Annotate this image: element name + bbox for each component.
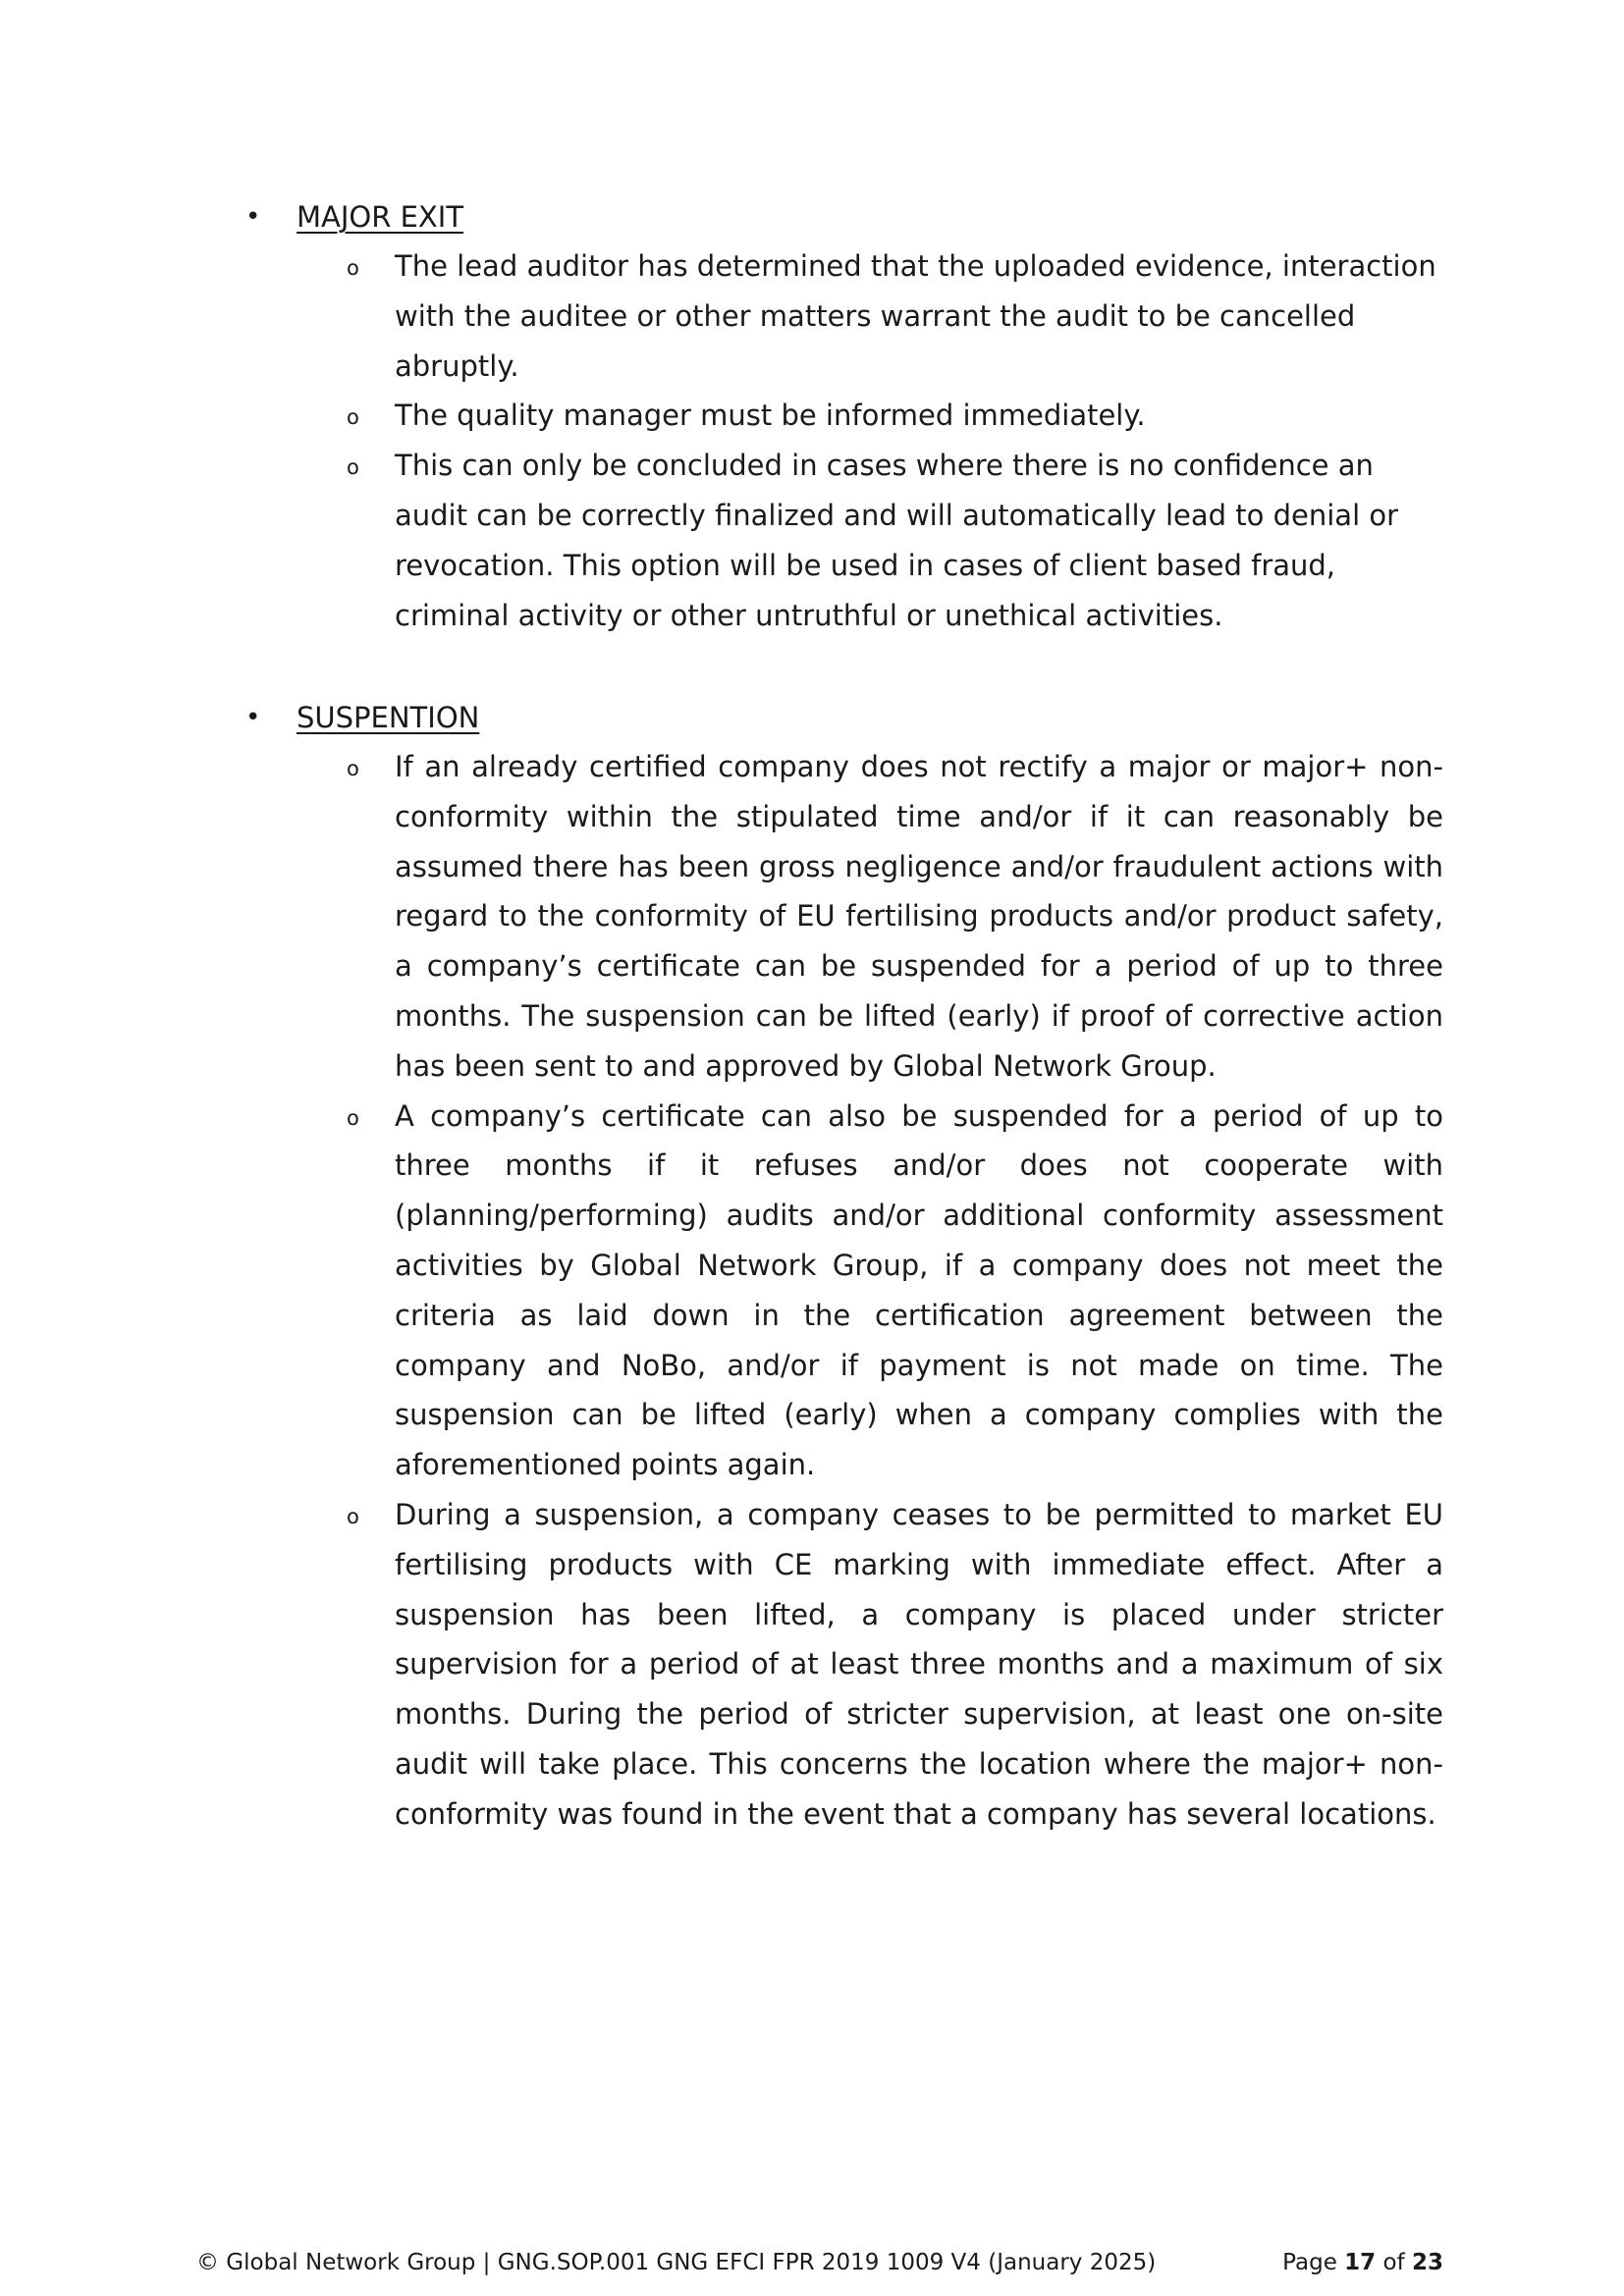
circle-bullet-icon: o <box>347 455 359 480</box>
of-label: of <box>1382 2250 1405 2275</box>
list-item <box>236 1490 1443 1840</box>
list-item <box>236 241 1443 391</box>
list-item <box>236 391 1443 441</box>
bullet-icon: • <box>245 703 261 732</box>
circle-bullet-icon: o <box>347 757 359 780</box>
circle-bullet-icon: o <box>347 1504 359 1528</box>
list-item-text: This can only be concluded in cases where there is no confidence an audit can be correctly finalized and will automatically lead to denial or revocation. This option will be used in cases of client based fraud, criminal activity or other untruthful or unethical activities. <box>395 449 1399 632</box>
list-item <box>236 441 1443 640</box>
section-title: SUSPENTION <box>297 701 480 734</box>
section-heading <box>236 192 1443 241</box>
list-item-text: The lead auditor has determined that the uploaded evidence, interaction with the auditee or other matters warrant the audit to be cancelled abruptly. <box>395 249 1436 383</box>
page-label: Page <box>1282 2250 1337 2275</box>
list-item-text: The quality manager must be informed immediately. <box>395 399 1146 433</box>
page-number-indicator <box>1282 2243 1443 2282</box>
section-suspention <box>236 693 1443 1840</box>
list-item <box>236 742 1443 1092</box>
footer-document-reference: © Global Network Group | GNG.SOP.001 GNG EFCI FPR 2019 1009 V4 (January 2025) <box>196 2250 1157 2275</box>
sub-list <box>236 241 1443 640</box>
list-item-text: If an already certified company does not rectify a major or major+ non-conformity within the stipulated time and/or if it can reasonably be assumed there has been gross negligence and/or fraudulent actions with regard to the conformity of EU fertilising products and/or product safety, a company’s certificate can be suspended for a period of up to three months. The suspension can be lifted (early) if proof of corrective action has been sent to and approved by Global Network Group. <box>395 750 1443 1083</box>
bullet-icon: • <box>245 202 261 232</box>
section-title: MAJOR EXIT <box>297 200 464 234</box>
circle-bullet-icon: o <box>347 1105 359 1130</box>
total-page-count: 23 <box>1411 2250 1443 2275</box>
sub-list <box>236 742 1443 1840</box>
circle-bullet-icon: o <box>347 405 359 430</box>
list-item <box>236 1092 1443 1490</box>
circle-bullet-icon: o <box>347 256 359 280</box>
list-item-text: During a suspension, a company ceases to be permitted to market EU fertilising products with CE marking with immediate effect. After a suspension has been lifted, a company is placed under stricter supervision for a period of at least three months and a maximum of six months. During the period of stricter supervision, at least one on-site audit will take place. This concerns the location where the major+ non-conformity was found in the event that a company has several locations. <box>395 1497 1443 1831</box>
section-major-exit <box>236 192 1443 640</box>
page-footer <box>196 2243 1443 2282</box>
current-page-number: 17 <box>1344 2250 1377 2275</box>
list-item-text: A company’s certificate can also be suspended for a period of up to three months if it refuses and/or does not cooperate with (planning/performing) audits and/or additional conformity assessment activities by Global Network Group, if a company does not meet the criteria as laid down in the certification agreement between the company and NoBo, and/or if payment is not made on time. The suspension can be lifted (early) when a company complies with the aforementioned points again. <box>395 1098 1443 1482</box>
section-heading <box>236 693 1443 742</box>
